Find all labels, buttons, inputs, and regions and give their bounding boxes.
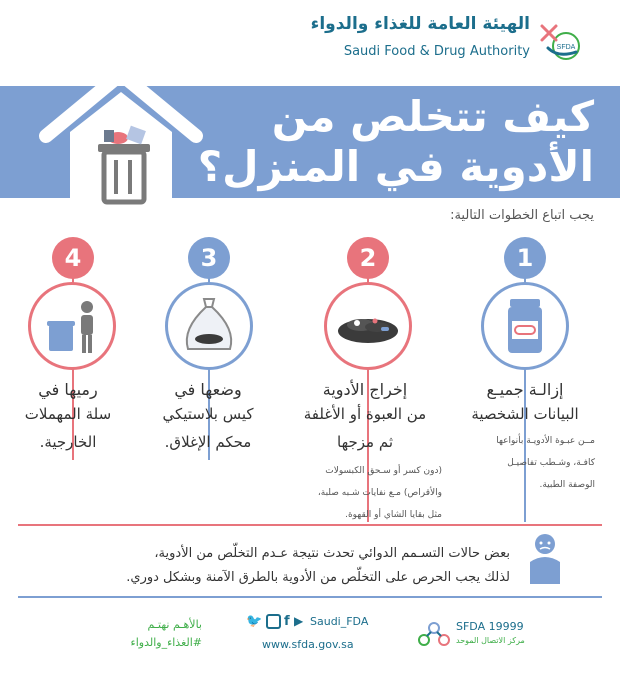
step-4-circle <box>28 282 116 370</box>
person-trash-icon <box>31 285 113 367</box>
social-handle[interactable]: Saudi_FDA <box>310 615 369 628</box>
step-4-body-line: الخارجية. <box>39 433 97 451</box>
step-2-body-line: من العبوة أو الأغلفة <box>303 405 427 423</box>
title-line-2: الأدوية في المنزل؟ <box>197 142 594 191</box>
step-4-heading: رميها في <box>38 380 98 399</box>
house-trash-icon <box>36 66 206 216</box>
step-2-body-line: ثم مزجها <box>337 433 393 451</box>
step-4-body-line: سلة المهملات <box>24 405 112 423</box>
warning-divider-bottom <box>18 596 602 598</box>
instagram-icon[interactable] <box>266 614 281 629</box>
step-1-heading: إزالـة جميـع <box>486 380 564 399</box>
step-1-detail-line: الوصفة الطبية. <box>539 480 595 490</box>
org-name-arabic: الهيئة العامة للغذاء والدواء <box>310 14 530 34</box>
step-3-heading: وضعها في <box>174 380 242 399</box>
tagline-hashtag: #الغذاء_والدواء <box>130 636 202 649</box>
step-2-heading: إخراج الأدوية <box>322 380 408 399</box>
plastic-bag-icon <box>168 285 250 367</box>
step-2-detail-line: (دون كسر أو سـحق الكبسولات <box>325 466 442 476</box>
facebook-icon[interactable]: f <box>284 614 290 629</box>
step-3-body-line: محكم الإغلاق. <box>164 433 252 451</box>
twitter-icon[interactable]: 🐦 <box>246 614 263 629</box>
org-name-english: Saudi Food & Drug Authority <box>343 44 530 59</box>
step-2-circle <box>324 282 412 370</box>
call-center-label: مركز الاتصال الموحد <box>456 636 525 645</box>
step-1-body-line: البيانات الشخصية <box>471 405 579 423</box>
warning-line-2: لذلك يجب الحرص على التخلّص من الأدوية بالطرق الآمنة وبشكل دوري. <box>126 570 510 585</box>
step-3-circle <box>165 282 253 370</box>
step-1-detail-line: مــن عبـوة الأدويـة بأنواعها <box>496 436 595 446</box>
step-2-number: 2 <box>347 237 389 279</box>
title-line-1: كيف تتخلص من <box>271 92 594 141</box>
step-2-detail-line: مثل بقايا الشاي أو القهوة. <box>345 510 442 520</box>
mixed-pills-icon <box>327 285 409 367</box>
website-link[interactable]: www.sfda.gov.sa <box>262 638 354 651</box>
tagline-line-1: بالأهـم نهتـم <box>147 618 202 631</box>
sfda-logo-icon <box>536 18 584 66</box>
sick-person-icon <box>520 532 570 586</box>
step-1-circle <box>481 282 569 370</box>
youtube-icon[interactable]: ▶ <box>294 614 304 628</box>
step-3-number: 3 <box>188 237 230 279</box>
call-center-icon <box>416 614 452 650</box>
step-3-body-line: كيس بلاستيكي <box>162 405 254 423</box>
step-2-detail-line: والأقراص) مـع نفايات شـبه صلبة، <box>317 488 442 498</box>
intro-text: يجب اتباع الخطوات التالية: <box>450 208 594 223</box>
warning-divider-top <box>18 524 602 526</box>
step-4-number: 4 <box>52 237 94 279</box>
warning-line-1: بعض حالات التسـمم الدوائي تحدث نتيجة عـدم التخلّص من الأدوية، <box>154 546 510 561</box>
pill-bottle-icon <box>484 285 566 367</box>
step-1-number: 1 <box>504 237 546 279</box>
step-1-detail-line: كافـة، وشـطب تفاصيـل <box>507 458 595 468</box>
call-center-number: SFDA 19999 <box>456 620 524 633</box>
social-links <box>246 614 376 630</box>
svg-text:SFDA: SFDA <box>556 44 576 51</box>
